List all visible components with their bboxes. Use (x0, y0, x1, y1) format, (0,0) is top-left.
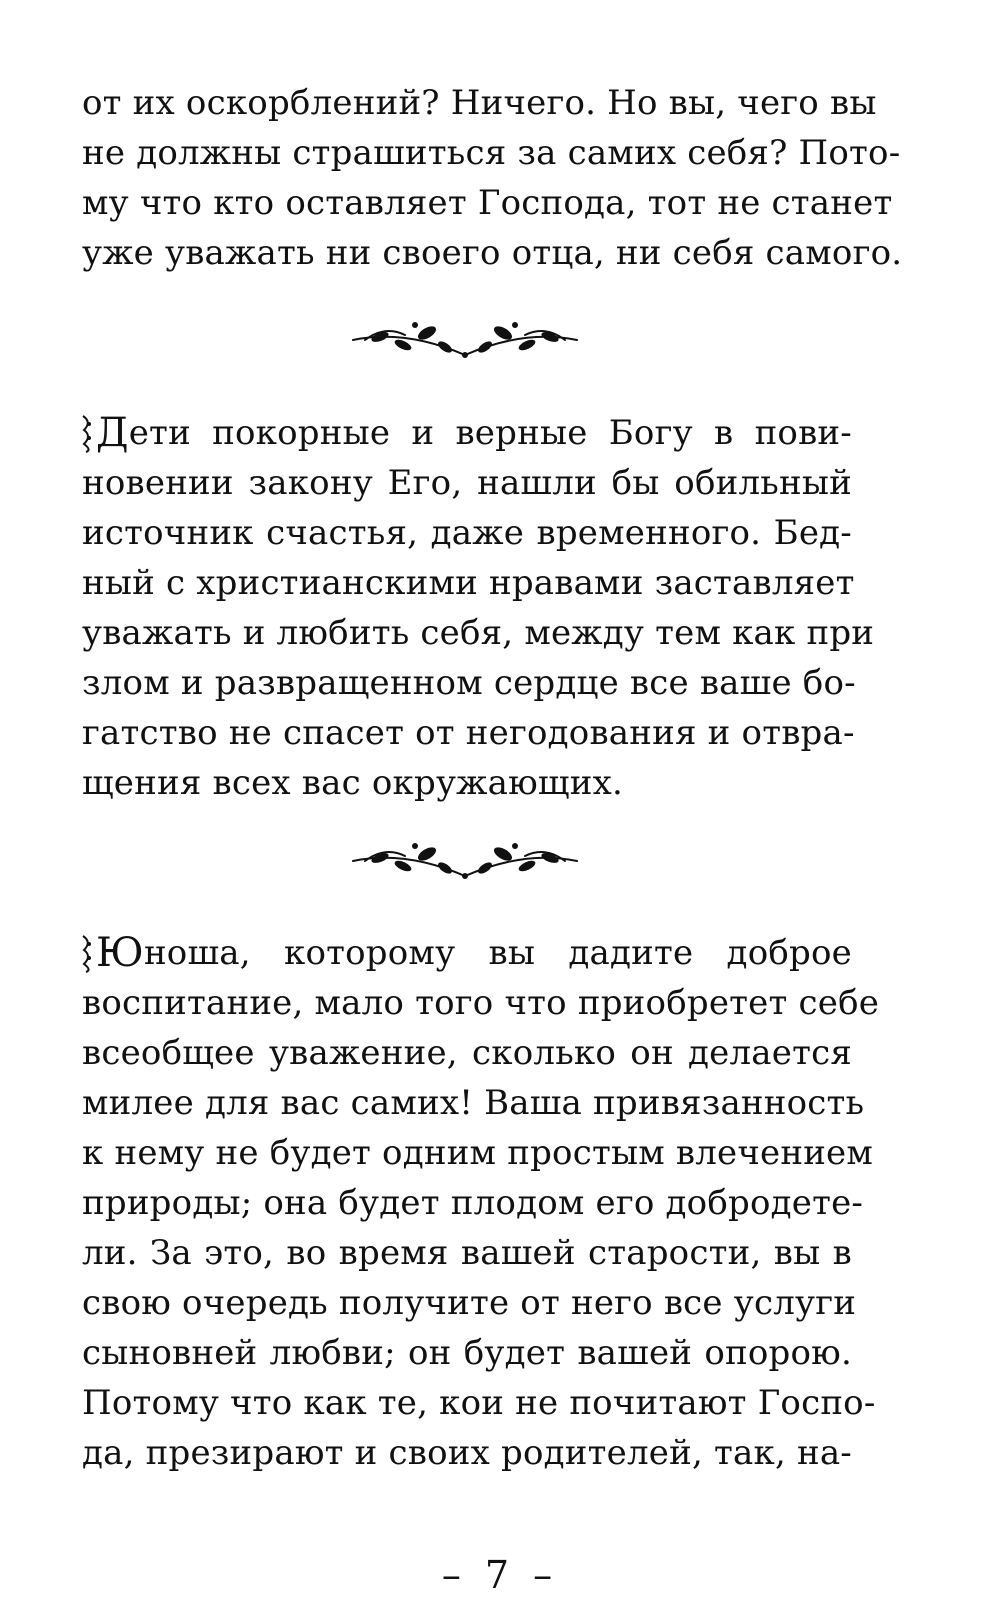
paragraph-3 (82, 928, 880, 1478)
text-line-with-dropcap (82, 928, 852, 978)
text-line: свою очередь получите от него все услуги (82, 1283, 857, 1323)
text-line: не должны страшиться за самих себя? Пото- (82, 133, 901, 173)
text-line: ный с христианскими нравами заставляет (82, 563, 855, 603)
text-line: му что кто оставляет Господа, тот не станет (82, 183, 893, 223)
text-line: Потому что как те, кои не почитают Госпо- (82, 1383, 876, 1423)
text-line: уже уважать ни своего отца, ни себя самого. (82, 233, 903, 273)
text-line: всеобщее уважение, сколько он делается (82, 1033, 852, 1073)
text-line-rest: ноша, которому вы дадите доброе (143, 933, 852, 973)
text-line: к нему не будет одним простым влечением (82, 1133, 874, 1173)
floral-ornament (345, 315, 585, 365)
drop-cap (82, 408, 129, 460)
dropcap-letter: Д (96, 410, 129, 456)
text-line: злом и развращенном сердце все ваше бо- (82, 663, 856, 703)
text-line: милее для вас самих! Ваша привязанность (82, 1083, 865, 1123)
text-line: ли. За это, во время вашей старости, вы в (82, 1233, 852, 1273)
text-line-with-dropcap (82, 408, 852, 458)
drop-cap (82, 928, 144, 980)
text-line: уважать и любить себя, между тем как при (82, 613, 875, 653)
paragraph-1 (82, 78, 903, 278)
page-number: – 7 – (441, 1553, 559, 1597)
text-line: да, презирают и своих родителей, так, на- (82, 1433, 852, 1473)
text-line: природы; она будет плодом его добродете- (82, 1183, 864, 1223)
text-line: щения всех вас окружающих. (82, 763, 623, 803)
floral-ornament (345, 836, 585, 886)
text-line: воспитание, мало того что приобретет себе (82, 983, 880, 1023)
text-line: новении закону Его, нашли бы обильный (82, 463, 852, 503)
text-line-rest: ети покорные и верные Богу в пови- (128, 413, 852, 453)
dropcap-letter: Ю (96, 930, 144, 976)
text-line: гатство не спасет от негодования и отвра- (82, 713, 855, 753)
text-line: от их оскорблений? Ничего. Но вы, чего вы (82, 83, 877, 123)
text-line: источник счастья, даже временного. Бед- (82, 513, 852, 553)
paragraph-2 (82, 408, 875, 808)
text-line: сыновней любви; он будет вашей опорою. (82, 1333, 852, 1373)
